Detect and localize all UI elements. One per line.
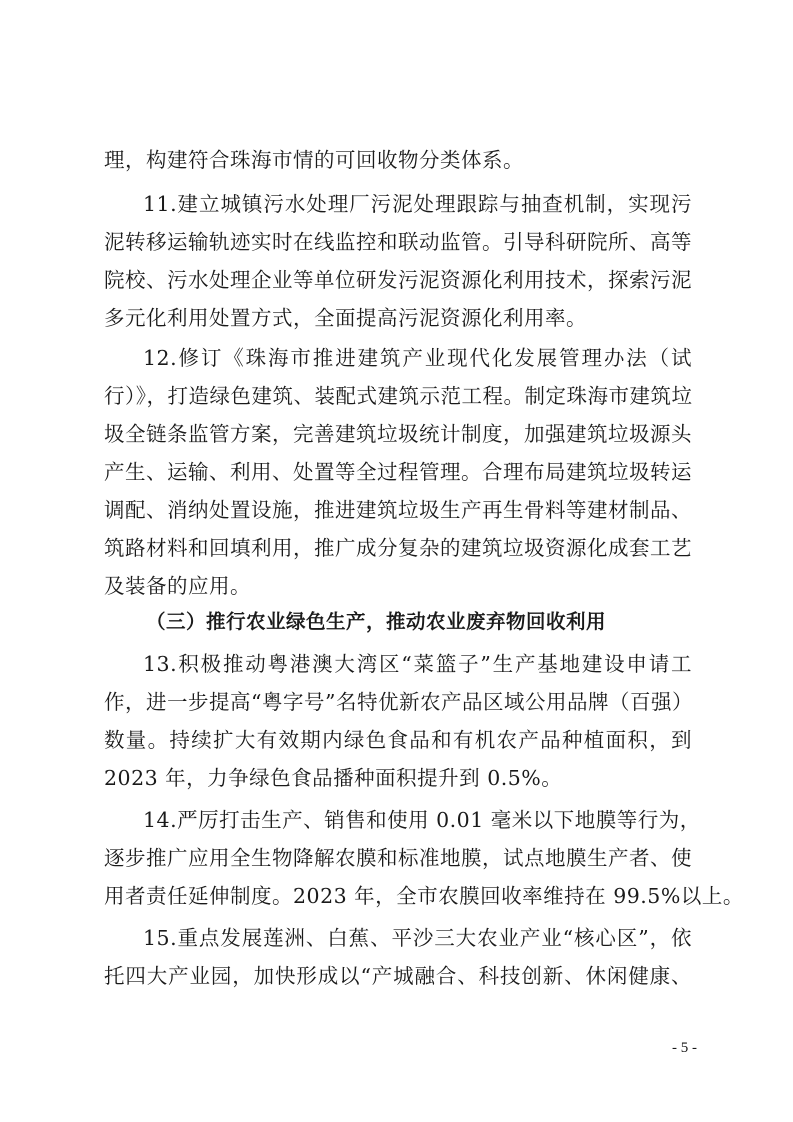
paragraph-line: 2023 年，力争绿色食品播种面积提升到 0.5%。 — [104, 766, 563, 790]
paragraph-line: 调配、消纳处置设施，推进建筑垃圾生产再生骨料等建材制品、 — [104, 498, 692, 522]
paragraph-line: 产生、运输、利用、处置等全过程管理。合理布局建筑垃圾转运 — [104, 460, 692, 484]
section-heading: （三）推行农业绿色生产，推动农业废弃物回收利用 — [146, 610, 607, 633]
paragraph-line: 院校、污水处理企业等单位研发污泥资源化利用技术，探索污泥 — [104, 268, 692, 292]
paragraph-line: 13.积极推动粤港澳大湾区“菜篮子”生产基地建设申请工 — [143, 652, 692, 676]
paragraph-line: 多元化利用处置方式，全面提高污泥资源化利用率。 — [104, 306, 587, 330]
paragraph-line: 理，构建符合珠海市情的可回收物分类体系。 — [104, 148, 524, 172]
paragraph-line: 用者责任延伸制度。2023 年，全市农膜回收率维持在 99.5%以上。 — [104, 884, 744, 908]
paragraph-line: 11.建立城镇污水处理厂污泥处理跟踪与抽查机制，实现污 — [143, 192, 692, 216]
page-number: - 5 - — [672, 1040, 697, 1056]
paragraph-line: 14.严厉打击生产、销售和使用 0.01 毫米以下地膜等行为， — [143, 808, 701, 832]
paragraph-line: 及装备的应用。 — [104, 574, 251, 598]
paragraph-line: 圾全链条监管方案，完善建筑垃圾统计制度，加强建筑垃圾源头 — [104, 422, 692, 446]
paragraph-line: 泥转移运输轨迹实时在线监控和联动监管。引导科研院所、高等 — [104, 230, 692, 254]
paragraph-line: 12.修订《珠海市推进建筑产业现代化发展管理办法（试 — [143, 346, 692, 370]
paragraph-line: 托四大产业园，加快形成以“产城融合、科技创新、休闲健康、 — [104, 964, 692, 988]
paragraph-line: 逐步推广应用全生物降解农膜和标准地膜，试点地膜生产者、使 — [104, 846, 692, 870]
paragraph-line: 15.重点发展莲洲、白蕉、平沙三大农业产业“核心区”，依 — [143, 926, 692, 950]
paragraph-line: 筑路材料和回填利用，推广成分复杂的建筑垃圾资源化成套工艺 — [104, 536, 692, 560]
paragraph-line: 行）》，打造绿色建筑、装配式建筑示范工程。制定珠海市建筑垃 — [104, 384, 693, 408]
paragraph-line: 作，进一步提高“粤字号”名特优新农产品区域公用品牌（百强） — [104, 690, 693, 714]
paragraph-line: 数量。持续扩大有效期内绿色食品和有机农产品种植面积，到 — [104, 728, 692, 752]
